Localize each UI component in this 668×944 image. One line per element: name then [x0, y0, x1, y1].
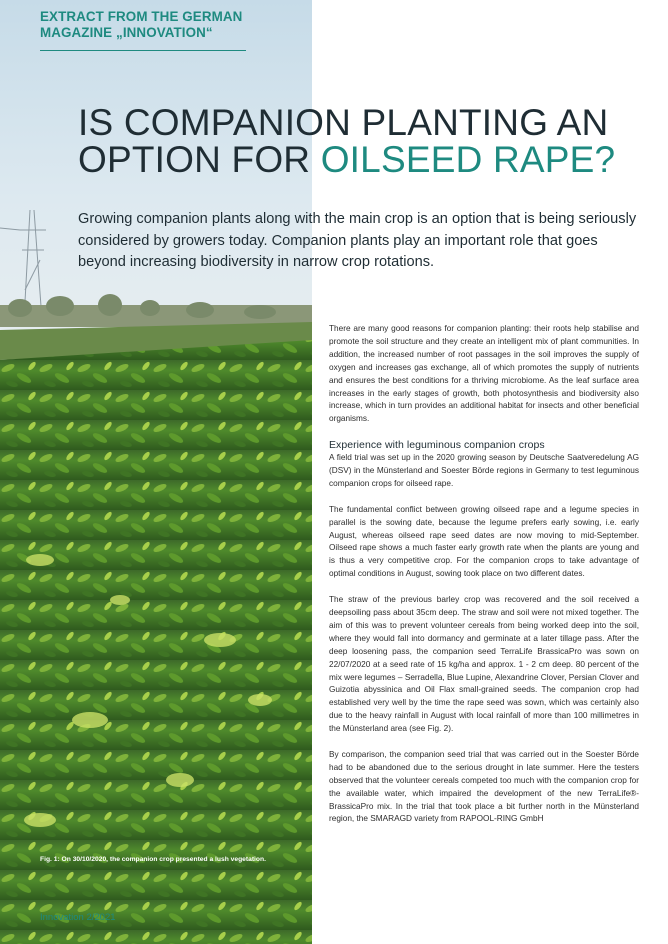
body-paragraph-4: The straw of the previous barley crop was recovered and the soil received a deepsoiling pass about 35cm deep. The straw and soil were not mixed together. The aim of this was to prevent volunteer cereals from being worked deep into the soil, where they would fall into dormancy and germinate at a later tillage pass. After the deep loosening pass, the companion seed TerraLife BrassicaPro was sown on 22/07/2020 at a seed rate of 15 kg/ha and approx. 1 - 2 cm deep. 80 percent of the mix were legumes – Serradella, Blue Lupine, Alexandrine Clover, Persian Clover and Guizotia abyssinica and Oil Flax small-grained seeds. The companion crop had established very well by the time the rape seed was sown, which was certainly also due to the heavy rainfall in August with local rainfall of more than 100 millimetres in the Münsterland area (see Fig. 2). [329, 595, 639, 734]
section-heading: Experience with leguminous companion crops [329, 439, 545, 452]
title-line-2-plain: OPTION FOR [78, 139, 321, 180]
kicker-line-1: EXTRACT FROM THE GERMAN [40, 9, 243, 24]
section-kicker [40, 9, 246, 41]
title-line-2-accent: OILSEED RAPE? [320, 139, 616, 180]
body-paragraph-1: There are many good reasons for companion planting: their roots help stabilise and promote the soil structure and they create an intelligent mix of plant communities. In addition, the increased number of root passages in the soil improves the supply of oxygen and increases gas exchange, all of which promotes the supply of nutrients and ensures the best conditions for a thriving microbiome. As the leaf surface area increases in the early stages of growth, both photosynthesis and biodiversity also increase, which in turn provides an additional habitat for insects and other beneficial organisms. [329, 324, 639, 424]
page-footer: Innovation 2/2021 [40, 912, 116, 923]
kicker-line-2: MAGAZINE „INNOVATION“ [40, 25, 213, 40]
body-paragraph-5: By comparison, the companion seed trial that was carried out in the Soester Börde had to be abandoned due to the serious drought in late summer. Here the testers observed that the volunteer cereals competed too much with the companion crop for the available water, which impaired the development of the new TerraLife®-BrassicaPro mix. In the trial that took place a bit further north in the Münsterland region, the SMARAGD variety from RAPOOL-RING GmbH [329, 749, 639, 824]
body-column [329, 323, 639, 839]
body-paragraph-3: The fundamental conflict between growing oilseed rape and a legume species in parallel is the sowing date, because the legume prefers early sowing, i.e. early August, whereas oilseed rape seed dates are now moving to mid-September. Oilseed rape shows a much faster early growth rate when the plants are young and is thus a very competitive crop. For the companion crops to take advantage of optimal conditions in August, sowing took place on two different dates. [329, 504, 639, 579]
title-line-1: IS COMPANION PLANTING AN [78, 102, 609, 143]
page-title [78, 104, 658, 178]
figure-caption: Fig. 1: On 30/10/2020, the companion crop presented a lush vegetation. [40, 856, 266, 863]
body-paragraph-2: A field trial was set up in the 2020 growing season by Deutsche Saatveredelung AG (DSV) in the Münsterland and Soester Börde regions in Germany to test leguminous companion crops for oilseed rape. [329, 453, 639, 488]
kicker-divider [40, 50, 246, 51]
title-line-2 [78, 141, 658, 178]
lead-paragraph: Growing companion plants along with the main crop is an option that is being seriously considered by growers today. Companion plants play an important role that goes beyond increasing biodiversity in narrow crop rotations. [78, 211, 637, 270]
